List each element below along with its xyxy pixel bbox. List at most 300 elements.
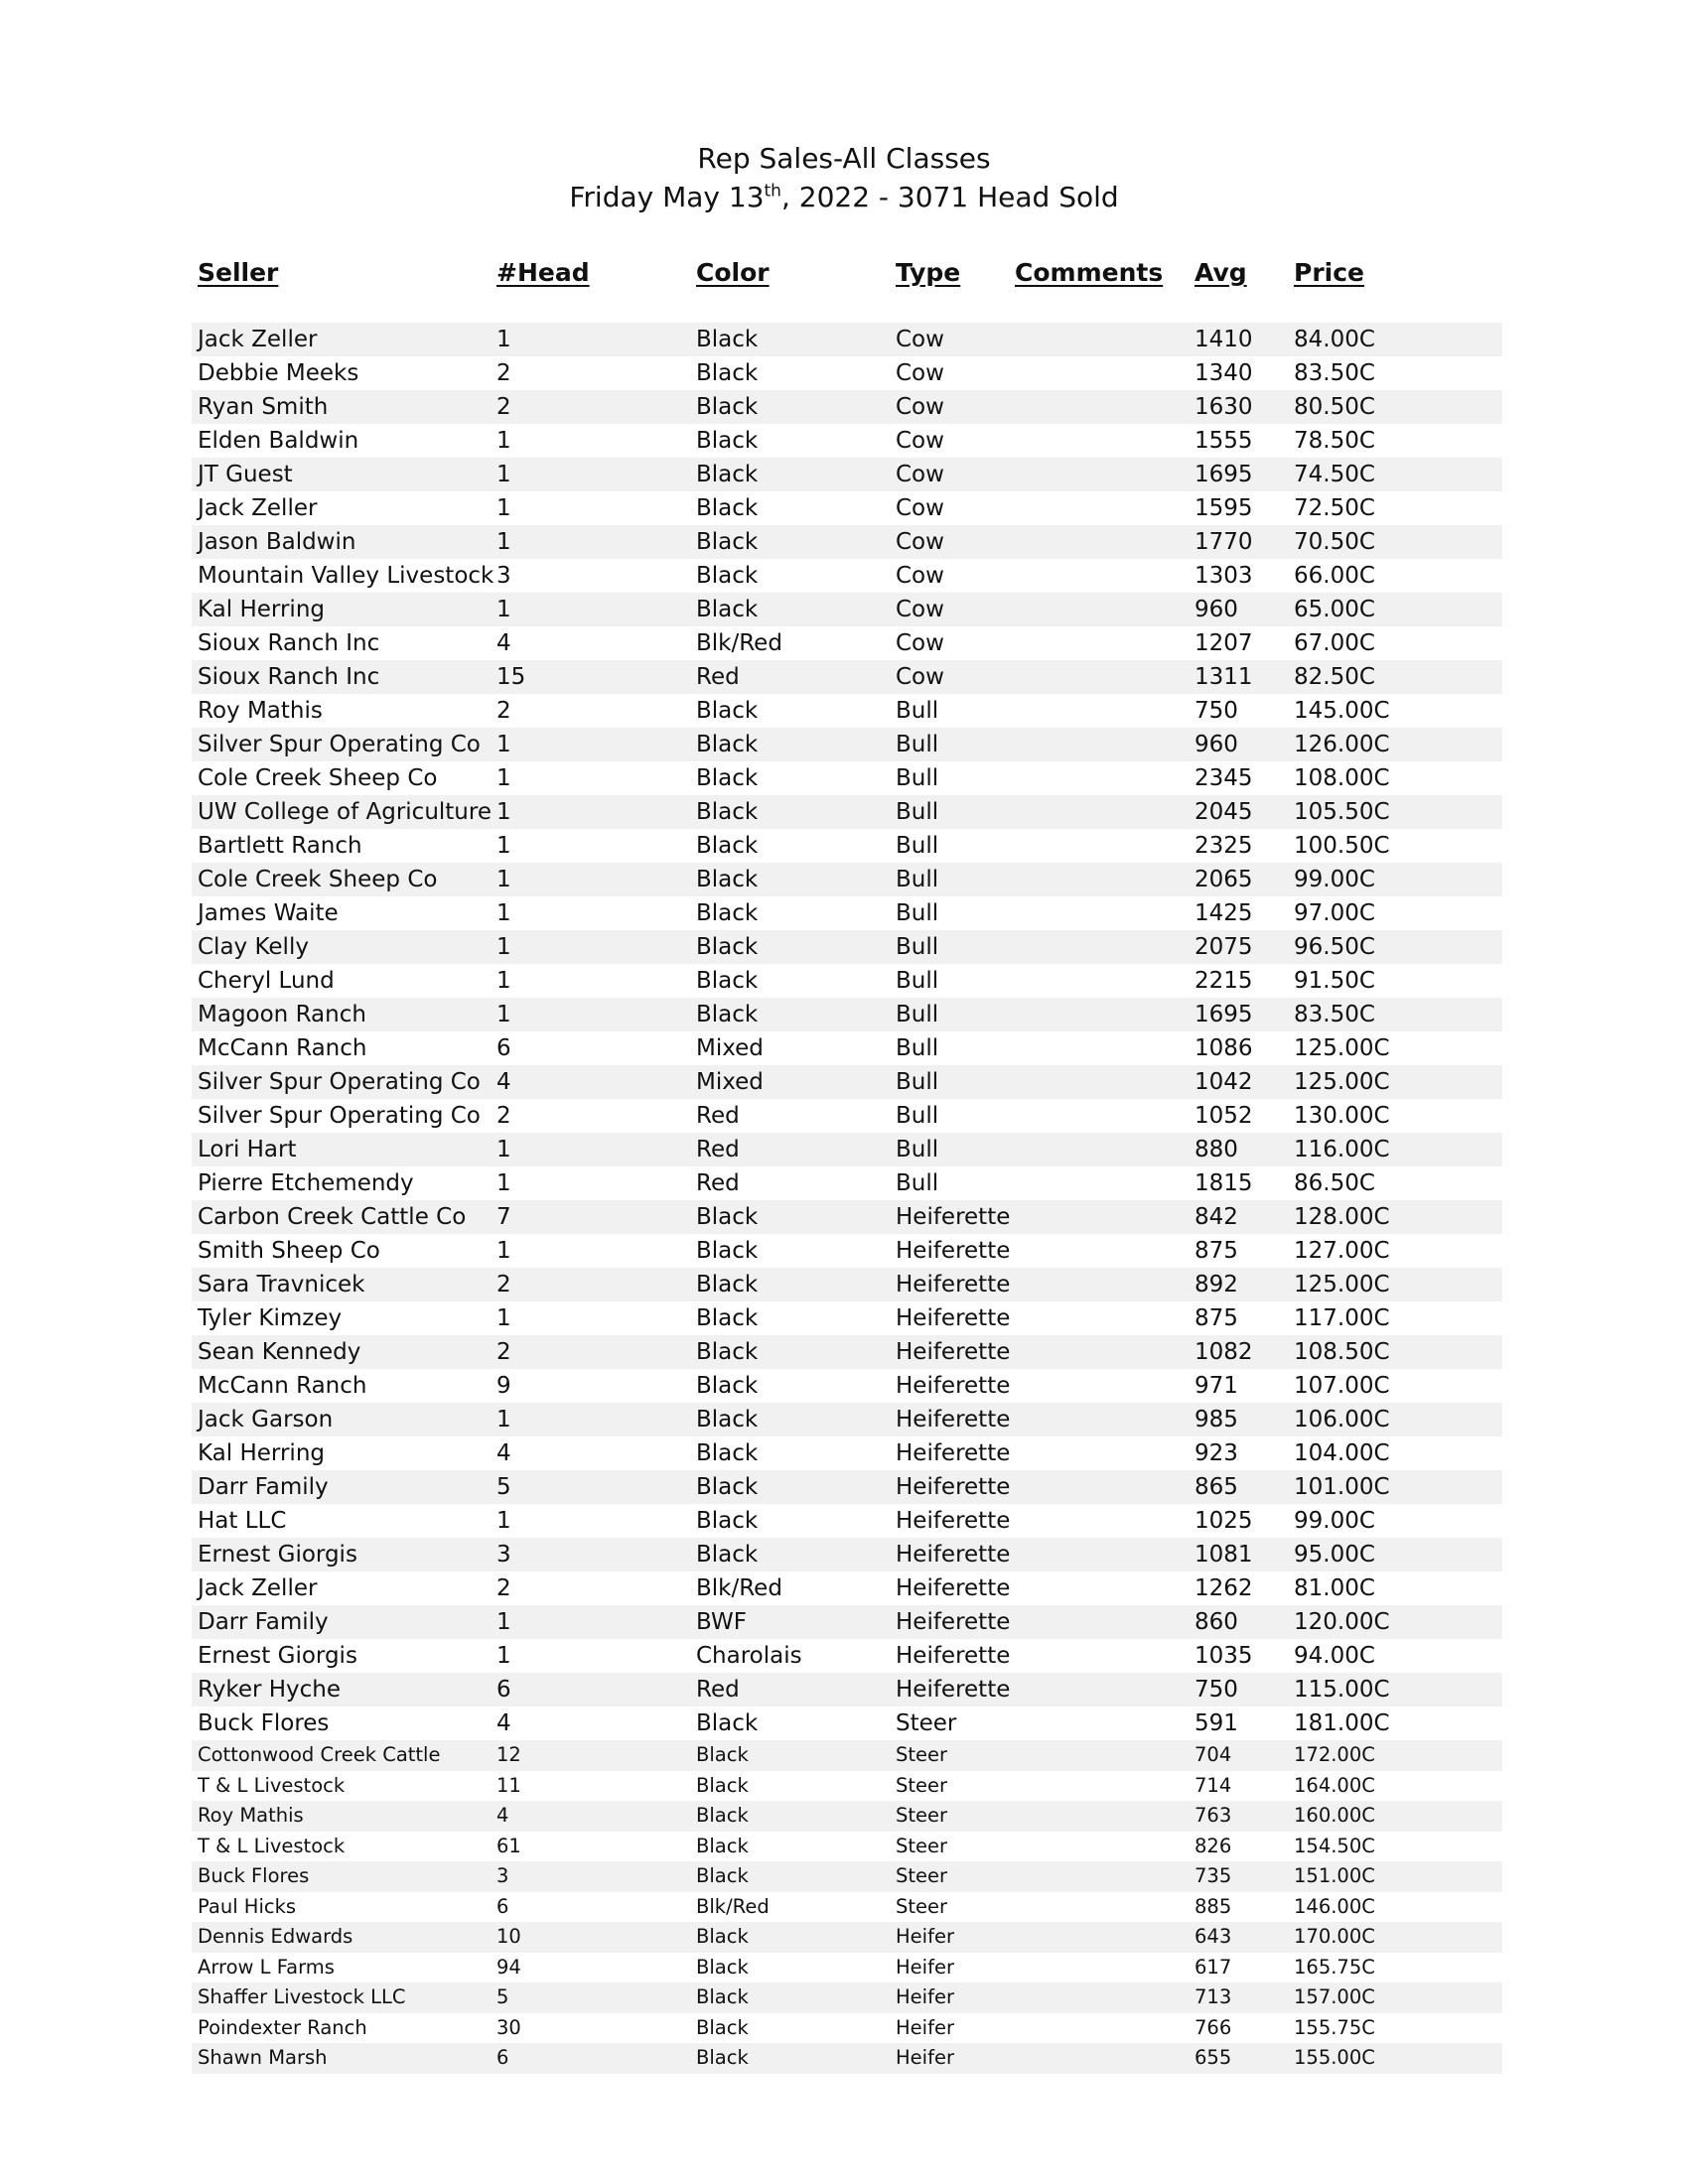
- cell-price: 125.00C: [1294, 1272, 1390, 1297]
- cell-head: 2: [496, 360, 511, 386]
- cell-head: 1: [496, 833, 511, 859]
- cell-seller: T & L Livestock: [198, 1834, 346, 1857]
- cell-seller: JT Guest: [198, 462, 293, 487]
- cell-head: 10: [496, 1925, 521, 1948]
- cell-head: 1: [496, 1609, 511, 1635]
- cell-seller: Lori Hart: [198, 1137, 297, 1162]
- cell-type: Bull: [896, 698, 939, 724]
- header-head: #Head: [496, 258, 590, 287]
- cell-seller: Shawn Marsh: [198, 2046, 328, 2069]
- cell-seller: Kal Herring: [198, 1440, 325, 1466]
- cell-color: Black: [696, 867, 759, 892]
- cell-avg: 1555: [1195, 428, 1253, 454]
- cell-color: Blk/Red: [696, 1894, 770, 1918]
- table-row: [192, 1538, 1502, 1571]
- cell-price: 157.00C: [1294, 1985, 1375, 2008]
- table-row: [192, 323, 1502, 356]
- cell-head: 1: [496, 1002, 511, 1027]
- cell-avg: 1082: [1195, 1339, 1253, 1365]
- cell-price: 170.00C: [1294, 1925, 1375, 1948]
- cell-seller: Silver Spur Operating Co: [198, 732, 481, 757]
- cell-price: 74.50C: [1294, 462, 1375, 487]
- cell-color: Black: [696, 1373, 759, 1399]
- cell-head: 12: [496, 1743, 521, 1766]
- cell-color: Black: [696, 1985, 749, 2008]
- cell-price: 105.50C: [1294, 799, 1390, 825]
- cell-color: Blk/Red: [696, 1575, 782, 1601]
- cell-seller: Pierre Etchemendy: [198, 1170, 414, 1196]
- cell-head: 6: [496, 1035, 511, 1061]
- cell-seller: Sean Kennedy: [198, 1339, 361, 1365]
- cell-color: Black: [696, 1508, 759, 1534]
- cell-price: 106.00C: [1294, 1407, 1390, 1433]
- cell-type: Bull: [896, 799, 939, 825]
- cell-type: Cow: [896, 630, 944, 656]
- cell-avg: 655: [1195, 2046, 1232, 2069]
- cell-head: 1: [496, 428, 511, 454]
- cell-head: 1: [496, 1643, 511, 1669]
- cell-head: 3: [496, 1542, 511, 1568]
- cell-type: Bull: [896, 1002, 939, 1027]
- cell-seller: Magoon Ranch: [198, 1002, 366, 1027]
- table-row: [192, 356, 1502, 390]
- cell-color: Black: [696, 1743, 749, 1766]
- cell-seller: Tyler Kimzey: [198, 1305, 343, 1331]
- cell-price: 125.00C: [1294, 1035, 1390, 1061]
- cell-seller: Dennis Edwards: [198, 1925, 353, 1948]
- table-row: [192, 1436, 1502, 1470]
- cell-head: 2: [496, 1339, 511, 1365]
- cell-avg: 2045: [1195, 799, 1253, 825]
- cell-type: Heiferette: [896, 1339, 1011, 1365]
- cell-seller: Ryan Smith: [198, 394, 329, 420]
- cell-price: 146.00C: [1294, 1894, 1375, 1918]
- table-row: [192, 491, 1502, 525]
- table-row: [192, 525, 1502, 559]
- cell-head: 61: [496, 1834, 521, 1857]
- table-row: [192, 1099, 1502, 1133]
- table-row: [192, 795, 1502, 829]
- cell-head: 1: [496, 1508, 511, 1534]
- cell-color: Black: [696, 1204, 759, 1230]
- cell-seller: Arrow L Farms: [198, 1955, 335, 1979]
- cell-head: 1: [496, 732, 511, 757]
- cell-avg: 643: [1195, 1925, 1232, 1948]
- cell-head: 7: [496, 1204, 511, 1230]
- cell-avg: 865: [1195, 1474, 1238, 1500]
- cell-avg: 960: [1195, 597, 1238, 622]
- header-avg: Avg: [1195, 258, 1247, 287]
- cell-avg: 1695: [1195, 462, 1253, 487]
- table-row: [192, 458, 1502, 491]
- cell-head: 2: [496, 698, 511, 724]
- cell-seller: Darr Family: [198, 1609, 329, 1635]
- cell-avg: 1595: [1195, 495, 1253, 521]
- table-row: [192, 1953, 1502, 1983]
- cell-seller: Sara Travnicek: [198, 1272, 365, 1297]
- subtitle-summary: , 2022 - 3071 Head Sold: [780, 181, 1119, 213]
- cell-price: 104.00C: [1294, 1440, 1390, 1466]
- cell-color: Black: [696, 1804, 749, 1827]
- cell-head: 3: [496, 563, 511, 589]
- cell-type: Bull: [896, 833, 939, 859]
- cell-type: Bull: [896, 900, 939, 926]
- cell-avg: 704: [1195, 1743, 1232, 1766]
- cell-seller: Jack Zeller: [198, 495, 318, 521]
- cell-price: 126.00C: [1294, 732, 1390, 757]
- cell-seller: Debbie Meeks: [198, 360, 359, 386]
- cell-price: 117.00C: [1294, 1305, 1390, 1331]
- header-comments: Comments: [1015, 258, 1164, 287]
- cell-color: Black: [696, 2015, 749, 2039]
- cell-color: Black: [696, 1710, 759, 1736]
- cell-avg: 923: [1195, 1440, 1238, 1466]
- cell-color: Red: [696, 1137, 740, 1162]
- cell-avg: 1340: [1195, 360, 1253, 386]
- cell-type: Cow: [896, 495, 944, 521]
- cell-color: Mixed: [696, 1069, 764, 1095]
- cell-color: Black: [696, 833, 759, 859]
- table-row: [192, 1673, 1502, 1706]
- cell-price: 145.00C: [1294, 698, 1390, 724]
- cell-price: 108.50C: [1294, 1339, 1390, 1365]
- cell-head: 6: [496, 1677, 511, 1703]
- cell-color: Black: [696, 394, 759, 420]
- cell-seller: Paul Hicks: [198, 1894, 297, 1918]
- table-row: [192, 1166, 1502, 1200]
- cell-head: 11: [496, 1773, 521, 1797]
- cell-seller: Jack Garson: [198, 1407, 334, 1433]
- cell-type: Steer: [896, 1743, 948, 1766]
- cell-avg: 750: [1195, 1677, 1238, 1703]
- cell-type: Steer: [896, 1864, 948, 1887]
- cell-color: Black: [696, 900, 759, 926]
- table-row: [192, 761, 1502, 795]
- cell-color: Black: [696, 1474, 759, 1500]
- cell-price: 72.50C: [1294, 495, 1375, 521]
- cell-price: 181.00C: [1294, 1710, 1390, 1736]
- cell-price: 86.50C: [1294, 1170, 1375, 1196]
- cell-color: Black: [696, 765, 759, 791]
- cell-price: 94.00C: [1294, 1643, 1375, 1669]
- cell-seller: Clay Kelly: [198, 934, 309, 960]
- table-row: [192, 593, 1502, 626]
- table-row: [192, 728, 1502, 761]
- cell-head: 1: [496, 529, 511, 555]
- cell-color: Black: [696, 1407, 759, 1433]
- cell-type: Heiferette: [896, 1542, 1011, 1568]
- table-row: [192, 1031, 1502, 1065]
- cell-avg: 1770: [1195, 529, 1253, 555]
- cell-type: Heiferette: [896, 1373, 1011, 1399]
- cell-color: Black: [696, 799, 759, 825]
- cell-type: Heiferette: [896, 1575, 1011, 1601]
- cell-seller: Cheryl Lund: [198, 968, 335, 994]
- table-row: [192, 1639, 1502, 1673]
- cell-head: 1: [496, 495, 511, 521]
- cell-type: Bull: [896, 867, 939, 892]
- cell-avg: 985: [1195, 1407, 1238, 1433]
- table-row: [192, 930, 1502, 964]
- cell-seller: Sioux Ranch Inc: [198, 630, 380, 656]
- cell-color: Black: [696, 1864, 749, 1887]
- cell-seller: T & L Livestock: [198, 1773, 346, 1797]
- cell-avg: 971: [1195, 1373, 1238, 1399]
- cell-type: Heifer: [896, 2046, 954, 2069]
- cell-color: Black: [696, 1834, 749, 1857]
- cell-seller: Jack Zeller: [198, 327, 318, 352]
- cell-type: Bull: [896, 1103, 939, 1129]
- table-row: [192, 694, 1502, 728]
- cell-avg: 892: [1195, 1272, 1238, 1297]
- cell-head: 2: [496, 394, 511, 420]
- header-seller: Seller: [198, 258, 279, 287]
- cell-color: Black: [696, 327, 759, 352]
- cell-seller: Cole Creek Sheep Co: [198, 765, 438, 791]
- cell-seller: McCann Ranch: [198, 1373, 367, 1399]
- cell-head: 1: [496, 1305, 511, 1331]
- cell-type: Bull: [896, 732, 939, 757]
- cell-seller: Kal Herring: [198, 597, 325, 622]
- cell-head: 6: [496, 2046, 509, 2069]
- cell-color: Black: [696, 495, 759, 521]
- cell-seller: Ernest Giorgis: [198, 1643, 357, 1669]
- cell-avg: 750: [1195, 698, 1238, 724]
- cell-price: 101.00C: [1294, 1474, 1390, 1500]
- cell-head: 4: [496, 1804, 509, 1827]
- cell-color: Red: [696, 1170, 740, 1196]
- cell-color: Black: [696, 934, 759, 960]
- cell-seller: Bartlett Ranch: [198, 833, 362, 859]
- cell-color: Mixed: [696, 1035, 764, 1061]
- cell-head: 2: [496, 1575, 511, 1601]
- cell-head: 1: [496, 765, 511, 791]
- cell-price: 172.00C: [1294, 1743, 1375, 1766]
- table-row: [192, 660, 1502, 694]
- cell-price: 115.00C: [1294, 1677, 1390, 1703]
- cell-avg: 880: [1195, 1137, 1238, 1162]
- cell-price: 78.50C: [1294, 428, 1375, 454]
- cell-price: 151.00C: [1294, 1864, 1375, 1887]
- cell-head: 4: [496, 1440, 511, 1466]
- cell-price: 80.50C: [1294, 394, 1375, 420]
- cell-type: Steer: [896, 1804, 948, 1827]
- cell-head: 2: [496, 1103, 511, 1129]
- cell-color: Black: [696, 1238, 759, 1264]
- table-row: [192, 1504, 1502, 1538]
- table-row: [192, 424, 1502, 458]
- table-row: [192, 1801, 1502, 1832]
- report-subtitle: [0, 179, 1688, 216]
- cell-seller: Ryker Hyche: [198, 1677, 342, 1703]
- cell-avg: 2215: [1195, 968, 1253, 994]
- table-row: [192, 1268, 1502, 1301]
- subtitle-date: Friday May 13: [569, 181, 765, 213]
- cell-avg: 1410: [1195, 327, 1253, 352]
- cell-seller: Roy Mathis: [198, 1804, 304, 1827]
- cell-color: Black: [696, 360, 759, 386]
- cell-price: 116.00C: [1294, 1137, 1390, 1162]
- subtitle-ordinal: th: [764, 181, 781, 202]
- cell-color: Black: [696, 1955, 749, 1979]
- cell-color: Black: [696, 968, 759, 994]
- table-row: [192, 1861, 1502, 1892]
- cell-avg: 1081: [1195, 1542, 1253, 1568]
- cell-avg: 735: [1195, 1864, 1232, 1887]
- cell-avg: 960: [1195, 732, 1238, 757]
- cell-color: Red: [696, 1103, 740, 1129]
- table-row: [192, 1234, 1502, 1268]
- cell-type: Cow: [896, 664, 944, 690]
- table-row: [192, 964, 1502, 998]
- cell-avg: 826: [1195, 1834, 1232, 1857]
- table-row: [192, 1403, 1502, 1436]
- cell-color: Black: [696, 529, 759, 555]
- cell-avg: 875: [1195, 1238, 1238, 1264]
- cell-avg: 591: [1195, 1710, 1238, 1736]
- header-price: Price: [1294, 258, 1364, 287]
- cell-color: Black: [696, 1773, 749, 1797]
- cell-type: Steer: [896, 1710, 957, 1736]
- cell-type: Cow: [896, 529, 944, 555]
- cell-avg: 1035: [1195, 1643, 1253, 1669]
- cell-price: 164.00C: [1294, 1773, 1375, 1797]
- table-row: [192, 863, 1502, 896]
- cell-price: 82.50C: [1294, 664, 1375, 690]
- cell-color: Black: [696, 1272, 759, 1297]
- cell-head: 94: [496, 1955, 521, 1979]
- cell-color: Red: [696, 664, 740, 690]
- cell-price: 99.00C: [1294, 1508, 1375, 1534]
- cell-seller: Hat LLC: [198, 1508, 287, 1534]
- table-row: [192, 1982, 1502, 2013]
- table-row: [192, 1133, 1502, 1166]
- cell-seller: James Waite: [198, 900, 339, 926]
- cell-type: Bull: [896, 1069, 939, 1095]
- cell-type: Heifer: [896, 1985, 954, 2008]
- header-color: Color: [696, 258, 770, 287]
- cell-color: Black: [696, 2046, 749, 2069]
- cell-color: Black: [696, 1339, 759, 1365]
- cell-type: Heiferette: [896, 1609, 1011, 1635]
- cell-avg: 617: [1195, 1955, 1232, 1979]
- cell-price: 91.50C: [1294, 968, 1375, 994]
- cell-price: 154.50C: [1294, 1834, 1375, 1857]
- cell-head: 4: [496, 1069, 511, 1095]
- cell-seller: UW College of Agriculture: [198, 799, 492, 825]
- cell-price: 120.00C: [1294, 1609, 1390, 1635]
- cell-color: Black: [696, 1925, 749, 1948]
- cell-avg: 1630: [1195, 394, 1253, 420]
- cell-head: 1: [496, 1137, 511, 1162]
- cell-price: 81.00C: [1294, 1575, 1375, 1601]
- table-row: [192, 829, 1502, 863]
- cell-color: Black: [696, 1542, 759, 1568]
- cell-type: Bull: [896, 1170, 939, 1196]
- cell-seller: Smith Sheep Co: [198, 1238, 380, 1264]
- cell-price: 96.50C: [1294, 934, 1375, 960]
- cell-head: 30: [496, 2015, 521, 2039]
- table-row: [192, 390, 1502, 424]
- cell-type: Cow: [896, 394, 944, 420]
- cell-color: BWF: [696, 1609, 747, 1635]
- cell-type: Bull: [896, 934, 939, 960]
- cell-type: Heiferette: [896, 1440, 1011, 1466]
- cell-price: 97.00C: [1294, 900, 1375, 926]
- cell-price: 155.00C: [1294, 2046, 1375, 2069]
- cell-head: 1: [496, 968, 511, 994]
- cell-avg: 1262: [1195, 1575, 1253, 1601]
- cell-head: 1: [496, 597, 511, 622]
- cell-avg: 885: [1195, 1894, 1232, 1918]
- cell-head: 1: [496, 462, 511, 487]
- cell-price: 107.00C: [1294, 1373, 1390, 1399]
- cell-head: 1: [496, 934, 511, 960]
- cell-type: Heiferette: [896, 1677, 1011, 1703]
- cell-color: Black: [696, 698, 759, 724]
- cell-color: Black: [696, 1305, 759, 1331]
- cell-avg: 1207: [1195, 630, 1253, 656]
- table-row: [192, 559, 1502, 593]
- cell-type: Heiferette: [896, 1407, 1011, 1433]
- cell-price: 100.50C: [1294, 833, 1390, 859]
- cell-type: Bull: [896, 1035, 939, 1061]
- cell-avg: 1311: [1195, 664, 1253, 690]
- cell-type: Heifer: [896, 1925, 954, 1948]
- header-type: Type: [896, 258, 961, 287]
- table-row: [192, 1470, 1502, 1504]
- report-title: Rep Sales-All Classes: [697, 142, 991, 175]
- cell-avg: 763: [1195, 1804, 1232, 1827]
- cell-head: 1: [496, 327, 511, 352]
- cell-avg: 1303: [1195, 563, 1253, 589]
- cell-head: 9: [496, 1373, 511, 1399]
- cell-type: Cow: [896, 327, 944, 352]
- cell-avg: 1425: [1195, 900, 1253, 926]
- cell-price: 95.00C: [1294, 1542, 1375, 1568]
- table-row: [192, 896, 1502, 930]
- cell-type: Cow: [896, 428, 944, 454]
- cell-avg: 2065: [1195, 867, 1253, 892]
- cell-seller: Jack Zeller: [198, 1575, 318, 1601]
- cell-type: Heiferette: [896, 1643, 1011, 1669]
- cell-price: 108.00C: [1294, 765, 1390, 791]
- cell-avg: 1052: [1195, 1103, 1253, 1129]
- cell-head: 3: [496, 1864, 509, 1887]
- cell-seller: Buck Flores: [198, 1864, 310, 1887]
- cell-price: 125.00C: [1294, 1069, 1390, 1095]
- cell-head: 4: [496, 1710, 511, 1736]
- cell-seller: Cottonwood Creek Cattle: [198, 1743, 441, 1766]
- table-row: [192, 1065, 1502, 1099]
- cell-avg: 2075: [1195, 934, 1253, 960]
- cell-avg: 766: [1195, 2015, 1232, 2039]
- cell-head: 1: [496, 799, 511, 825]
- cell-type: Heiferette: [896, 1305, 1011, 1331]
- cell-head: 6: [496, 1894, 509, 1918]
- cell-type: Bull: [896, 968, 939, 994]
- cell-type: Cow: [896, 360, 944, 386]
- cell-seller: Buck Flores: [198, 1710, 330, 1736]
- cell-price: 67.00C: [1294, 630, 1375, 656]
- cell-color: Black: [696, 1440, 759, 1466]
- cell-avg: 860: [1195, 1609, 1238, 1635]
- cell-price: 83.50C: [1294, 360, 1375, 386]
- table-row: [192, 1740, 1502, 1771]
- table-row: [192, 1771, 1502, 1802]
- cell-color: Black: [696, 597, 759, 622]
- cell-price: 165.75C: [1294, 1955, 1375, 1979]
